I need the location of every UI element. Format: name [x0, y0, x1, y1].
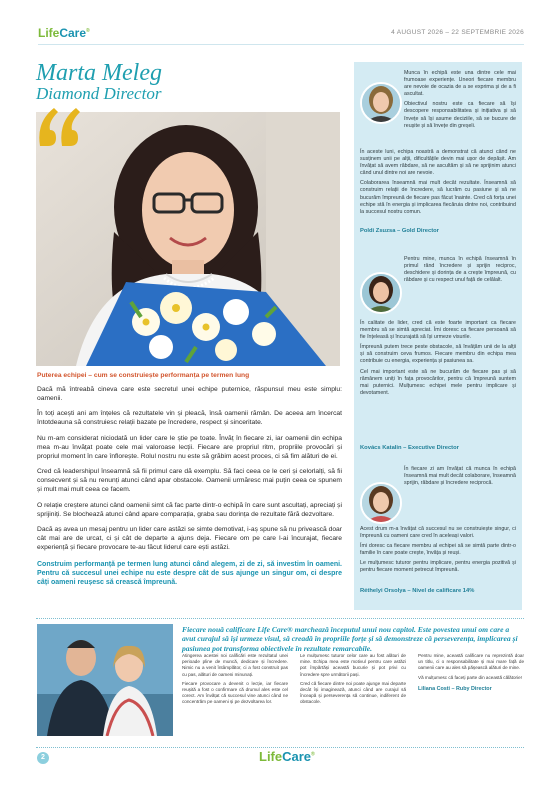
profile-name: Marta Meleg	[36, 60, 162, 86]
couple-photo	[37, 624, 173, 736]
testimonial-paragraph: Acest drum m-a învățat că succesul nu se construiește singur, ci împreună cu oameni care cred în aceleași valori.	[360, 526, 516, 540]
article-paragraph: În toți acești ani am înțeles că rezultatele vin și pleacă, însă oamenii rămân. De aceea am încercat întotdeauna să construiesc relații bazate pe încredere, respect și sinceritate.	[37, 410, 342, 427]
article-paragraph: Dacă mă întreabă cineva care este secretul unei echipe puternice, răspunsul meu este simplu: oamenii.	[37, 385, 342, 402]
testimonial-paragraph: În aceste luni, echipa noastră a demonstrat că atunci când ne susținem unii pe alții, dificultățile devin mai ușor de depășit. Am învățat să avem răbdare, să ne ascultăm și să ne sprijinim atunci când unul dintre noi are nevoie.	[360, 149, 516, 177]
qualification-intro: Fiecare nouă calificare Life Care® marchează începutul unui nou capitol. Este povestea unui om care a avut curajul să își urmeze visul, să creadă în propriile forțe și să demonstreze că perseverența, implicarea și pasiunea pot transforma obiectivele în rezultate remarcabile.	[182, 625, 518, 653]
quote-mark-icon	[36, 102, 82, 150]
avatar	[360, 82, 402, 124]
lower-paragraph: Cred că fiecare dintre noi poate ajunge mai departe decât își imaginează, atunci când are curajul să înceapă și perseverența să continue, indiferent de obstacole.	[300, 680, 406, 705]
testimonial-text-wide	[360, 320, 516, 400]
page-number: 2	[37, 752, 49, 764]
lower-column-1	[182, 653, 288, 709]
testimonial-paragraph: Împreună putem trece peste obstacole, să învățăm unii de la alții și să construim ceva frumos. Fiecare membru din echipa mea contribuie cu energia, experiența și pasiunea sa.	[360, 344, 516, 365]
article-paragraph: Nu m-am considerat niciodată un lider care le știe pe toate. Învăț în fiecare zi, iar oamenii din echipa mea m-au învățat poate cele mai valoroase lecții. Fiecare are propriul ritm, propriile provocări și propriul moment în care înflorește. Rolul nostru nu este să grăbim acest proces, ci să fim alături de ei.	[37, 434, 342, 460]
footer-logo: LifeCare®	[259, 749, 315, 764]
testimonial-author: Réthelyi Orsolya – Nivel de calificare 14%	[360, 588, 475, 594]
lower-paragraph: Fiecare provocare a devenit o lecție, iar fiecare reușită a fost o confirmare că drumul ales este cel corect. Am învățat că succesul vine atunci când ne concentrăm pe oameni și pe dezvoltarea lor.	[182, 680, 288, 705]
testimonial-paragraph: Cel mai important este să ne bucurăm de fiecare pas și să rămânem uniți în fața provocărilor, pentru că împreună suntem mai puternici. Mulțumesc echipei mele pentru implicare și devotament.	[360, 368, 516, 396]
testimonial-text-wide	[360, 149, 516, 219]
lower-column-2	[300, 653, 406, 709]
testimonial-author: Poldi Zsuzsa – Gold Director	[360, 228, 439, 234]
lifecare-logo: LifeCare®	[38, 26, 90, 40]
testimonial-paragraph: Pentru mine, munca în echipă înseamnă în primul rând încredere și sprijin reciproc, deschidere și dorința de a crește împreună, cu răbdare și cu respect unul față de celălalt.	[404, 256, 516, 284]
testimonial-paragraph: Munca în echipă este una dintre cele mai frumoase experiențe. Uneori fiecare membru are nevoie de ocazia de a se exprima și de a fi ascultat.	[404, 70, 516, 98]
issue-date-range: 4 AUGUST 2026 – 22 SEPTEMBRIE 2026	[391, 29, 524, 36]
testimonial-paragraph: În calitate de lider, cred că este foarte important ca fiecare membru să se simtă apreciat. Îmi doresc ca fiecare persoană să fie înțeleasă și încurajată să își urmeze visurile.	[360, 320, 516, 341]
testimonial-text	[404, 466, 516, 490]
footer-divider	[36, 747, 524, 748]
testimonial-text	[404, 256, 516, 287]
section-divider	[36, 618, 524, 619]
lower-paragraph: Vă mulțumesc că faceți parte din această călătorie!	[418, 674, 522, 680]
article-subheading: Puterea echipei – cum se construiește performanța pe termen lung	[37, 372, 250, 379]
avatar	[360, 482, 402, 524]
testimonial-author: Kovács Katalin – Executive Director	[360, 445, 459, 451]
signature: Liliana Costi – Ruby Director	[418, 685, 492, 692]
profile-title: Diamond Director	[36, 84, 162, 103]
article-paragraph: Cred că leadershipul înseamnă să fii primul care dă exemplu. Să faci ceea ce le ceri și celorlalți, să fii consecvent și să nu renunți atunci când apar obstacole. Oamenii urmăresc mai puțin ceea ce spunem și mult mai mult ceea ce facem.	[37, 468, 342, 493]
testimonial-text	[404, 70, 516, 133]
avatar	[360, 272, 402, 314]
lower-column-3	[418, 653, 524, 692]
article-paragraph: O relație creștere atunci când oamenii simt că fac parte dintr-o echipă în care sunt ascultați, apreciați și sprijiniți. Se blochează atunci când apare comparația, graba sau dorința de rezultate fără dezvoltare.	[37, 501, 342, 518]
page-header	[38, 24, 524, 45]
testimonial-paragraph: Colaborarea înseamnă mai mult decât rezultate. Înseamnă să construim relații de încredere, să lucrăm cu pasiune și să ne bucurăm împreună de fiecare pas făcut înainte. Cred că forța unei echipe stă în energia și implicarea fiecăruia dintre noi, contribuind la succesul nostru comun.	[360, 180, 516, 215]
article-paragraph: Dacă aș avea un mesaj pentru un lider care astăzi se simte demotivat, i-aș spune să nu privească doar cât mai are de urcat, ci și cât de departe a ajuns deja. Fiecare om pe care l-ai încurajat, fiecare experiență și fiecare provocare te-au făcut liderul care ești astăzi.	[37, 526, 342, 551]
testimonial-text-wide	[360, 526, 516, 578]
portrait-photo	[36, 112, 340, 366]
testimonial-paragraph: Le mulțumesc tuturor pentru implicare, pentru energia pozitivă și pentru fiecare moment petrecut împreună.	[360, 560, 516, 574]
testimonial-paragraph: Îmi doresc ca fiecare membru al echipei să se simtă parte dintr-o familie în care poate crește, învăța și reuși.	[360, 543, 516, 557]
lower-paragraph: Le mulțumesc tuturor celor care au fost alături de mine. Echipa mea este motivul pentru care astăzi pot împărtăși această bucurie și pot privi cu încredere spre următorii pași.	[300, 653, 406, 677]
lower-paragraph: Pentru mine, această calificare nu reprezintă doar un titlu, ci o responsabilitate și mai mare față de oamenii care au ales să pășească alături de mine.	[418, 653, 524, 671]
article-closing: Construim performanță pe termen lung atunci când alegem, zi de zi, să investim în oameni. Pentru că succesul unei echipe nu este despre cât de sus ajunge un singur om, ci despre câți oameni reușesc să crească împreună.	[37, 560, 342, 586]
testimonials-sidebar	[354, 62, 522, 610]
article-body	[37, 372, 342, 594]
lower-paragraph: Atingerea acestei noi calificări este rezultatul unei perioade pline de muncă, dedicare și încredere. Nimic nu a venit întâmplător, ci a fost construit pas cu pas, alături de oameni minunați.	[182, 653, 288, 677]
testimonial-paragraph: Obiectivul nostru este ca fiecare să își descopere responsabilitatea și inițiativa și să învețe să își asume deciziile, să se bucure de reușite și să învețe din greșeli.	[404, 101, 516, 129]
testimonial-paragraph: În fiecare zi am învățat că munca în echipă înseamnă mai mult decât colaborare, înseamnă sprijin, răbdare și încredere reciprocă.	[404, 466, 516, 487]
